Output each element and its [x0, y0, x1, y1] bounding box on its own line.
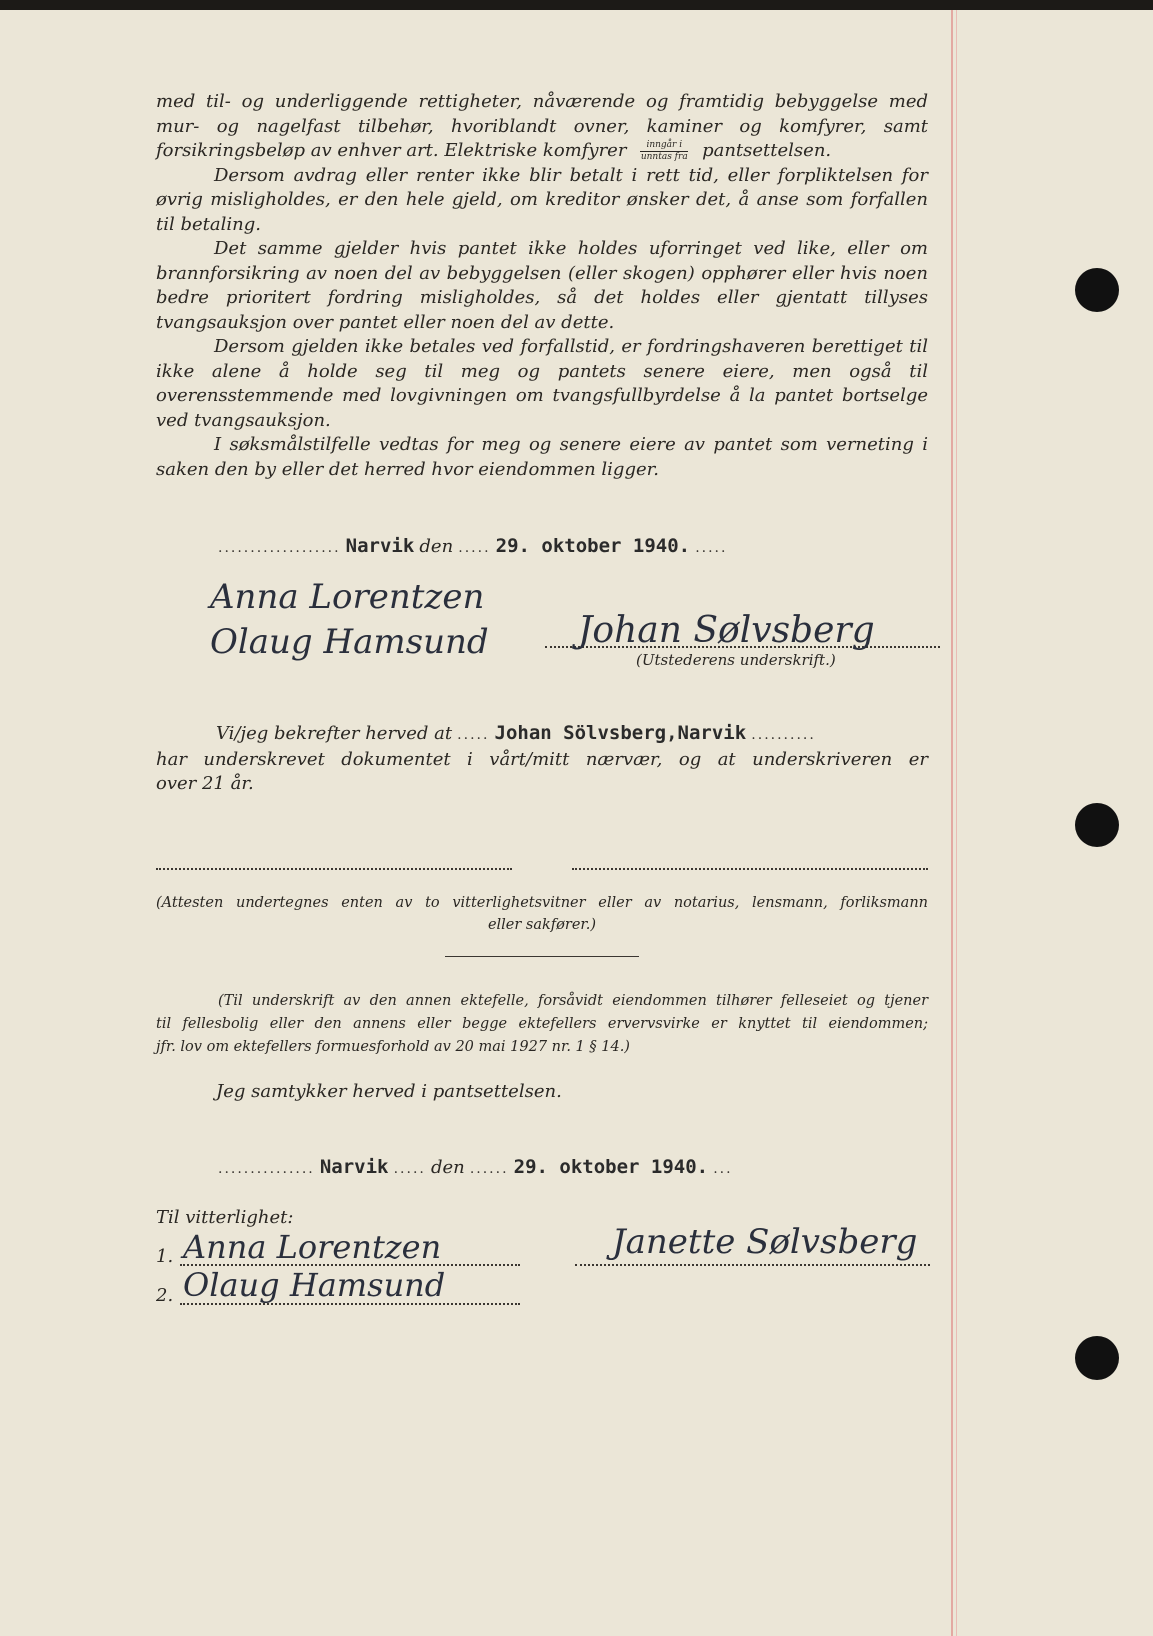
punch-hole [1075, 803, 1119, 847]
date-2: 29. oktober 1940. [513, 1156, 709, 1178]
punch-hole [1075, 268, 1119, 312]
spouse-note-3: jfr. lov om ektefellers formuesforhold av 20 mai 1927 nr. 1 § 14.) [156, 1039, 630, 1055]
place-2: Narvik [319, 1156, 389, 1178]
confirmed-name: Johan Sölvsberg,Narvik [494, 722, 747, 744]
witness-header: Til vitterlighet: [156, 1207, 294, 1228]
attest-note-1: (Attesten undertegnes enten av to vitterlighetsvitner eller av notarius, lensmann, forliksmann [156, 895, 928, 911]
issuer-label: (Utstederens underskrift.) [636, 651, 836, 669]
paragraph-rights: med til- og underliggende rettigheter, nåværende og framtidig bebyggelse med mur- og nagelfast tilbehør, hvoriblandt ovner, kaminer og komfyrer, samt forsikringsbeløp av enhver art. Elektriske komfyrer $\frac{\text{inngår i}}{\text{unntas fra}}$ pantsettelsen. [156, 91, 928, 162]
paragraph-impairment: Det samme gjelder hvis pantet ikke holdes uforringet ved like, eller om brannforsikring av noen del av bebyggelsen (eller skogen) opphører eller hvis noen bedre prioritert fordring misligholdes, så det holdes eller gjentatt tillyses tvangsauksjon over pantet eller noen del av dette. [156, 238, 928, 333]
date-1: 29. oktober 1940. [495, 535, 691, 557]
document-body [156, 90, 928, 482]
confirm-rest-2: over 21 år. [156, 773, 254, 794]
attest-line-2 [572, 868, 928, 870]
attest-line-1 [156, 868, 512, 870]
signature-witness-2: Olaug Hamsund [210, 622, 489, 662]
margin-rule-secondary [956, 10, 957, 1636]
punch-hole [1075, 1336, 1119, 1380]
signature-issuer: Johan Sølvsberg [578, 610, 875, 651]
paragraph-venue: I søksmålstilfelle vedtas for meg og senere eiere av pantet som verneting i saken den by eller det herred hvor eiendommen ligger. [156, 434, 928, 480]
witness-num-1: 1. [156, 1246, 174, 1267]
document-page [0, 10, 1153, 1636]
spouse-signature-line [575, 1264, 930, 1266]
signature-witness-1b: Anna Lorentzen [183, 1228, 442, 1266]
paragraph-default: Dersom avdrag eller renter ikke blir betalt i rett tid, eller forpliktelsen for øvrig misligholdes, er den hele gjeld, om kreditor ønsker det, å anse som forfallen til betaling. [156, 164, 928, 235]
confirm-rest-1: har underskrevet dokumentet i vårt/mitt nærvær, og at underskriveren er [156, 749, 928, 770]
signature-witness-2b: Olaug Hamsund [183, 1266, 446, 1304]
witness-num-2: 2. [156, 1285, 174, 1306]
signature-witness-1: Anna Lorentzen [210, 577, 485, 617]
spouse-note-2: til fellesbolig eller den annens eller begge ektefellers ervervsvirke er knyttet til eiendommen; [156, 1016, 928, 1032]
date-line-1: ................... Narvik den ..... 29. oktober 1940. ..... [218, 535, 728, 557]
fraction-choice: $\frac{\text{inngår i}}{\text{unntas fra}}$ [640, 140, 688, 162]
attest-note-2: eller sakfører.) [487, 917, 597, 933]
spouse-note-1: (Til underskrift av den annen ektefelle, forsåvidt eiendommen tilhører felleseiet og tjener [218, 993, 928, 1009]
confirm-line: Vi/jeg bekrefter herved at ..... Johan Sölvsberg,Narvik .......... [216, 722, 816, 744]
paragraph-forced-sale: Dersom gjelden ikke betales ved forfallstid, er fordringshaveren berettiget til ikke alene å holde seg til meg og pantets senere eiere, men også til overensstemmende med lovgivningen om tvangsfullbyrdelse å la pantet bortselge ved tvangsauksjon. [156, 336, 928, 431]
place-1: Narvik [345, 535, 415, 557]
separator [445, 956, 639, 957]
consent-text: Jeg samtykker herved i pantsettelsen. [216, 1081, 562, 1102]
signature-spouse: Janette Sølvsberg [612, 1222, 918, 1262]
date-line-2: ............... Narvik ..... den ...... 29. oktober 1940. ... [218, 1156, 733, 1178]
margin-rule [951, 10, 953, 1636]
